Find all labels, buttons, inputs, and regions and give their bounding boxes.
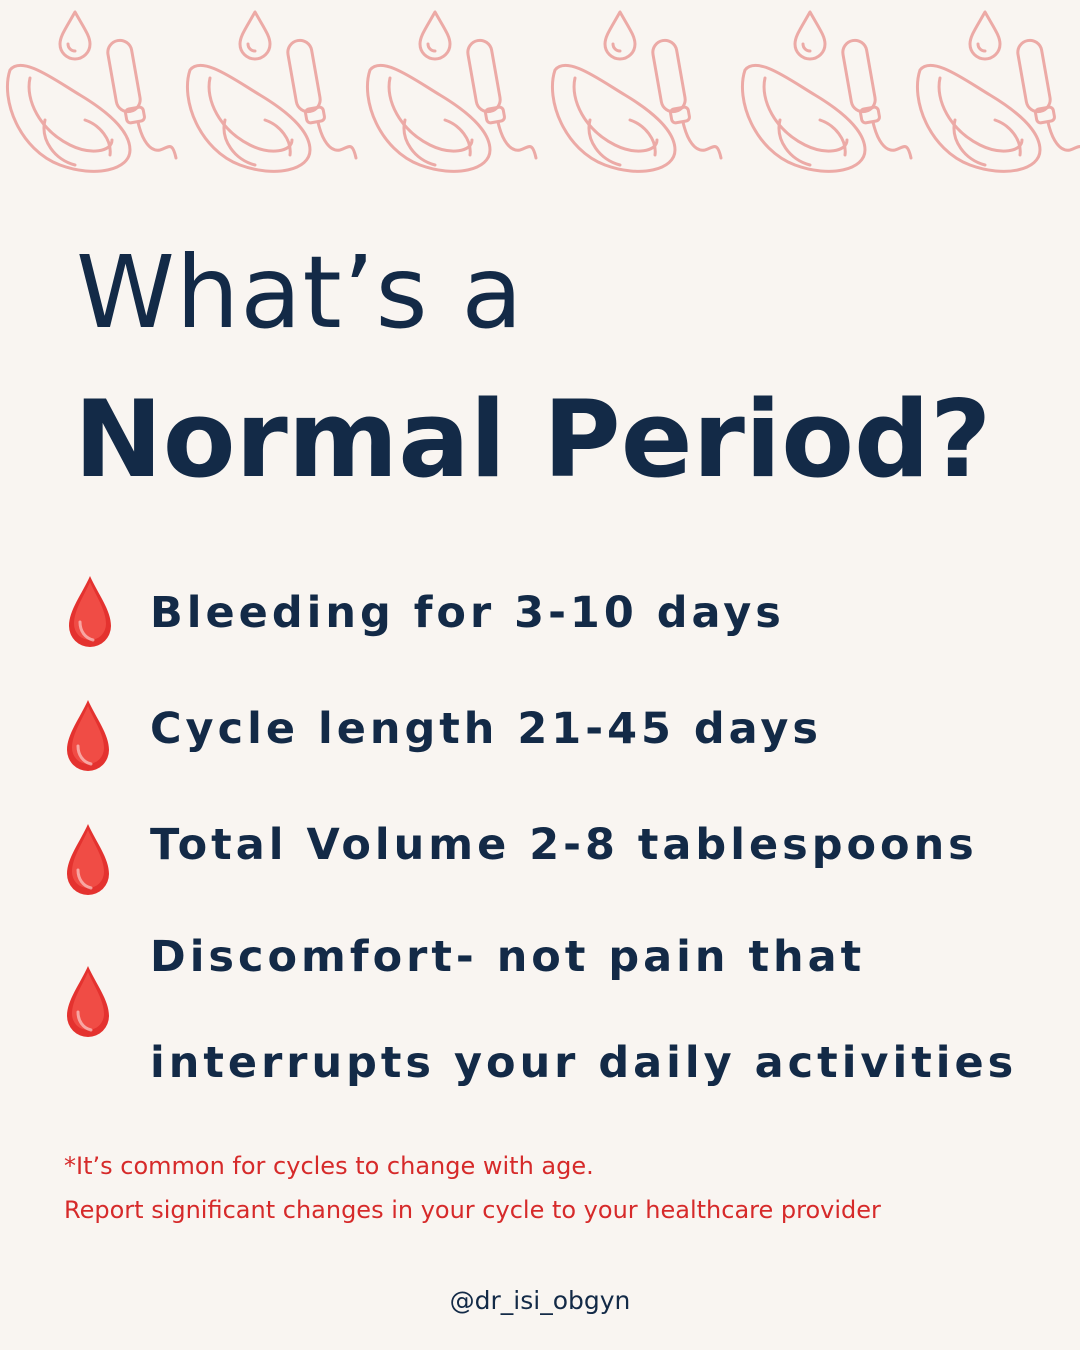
blood-drop-icon — [68, 574, 112, 648]
footnote-report-changes: Report significant changes in your cycle to your healthcare provider — [64, 1196, 881, 1224]
that-text: that — [729, 932, 866, 982]
interrupts-emphasis: interrupts — [150, 1038, 436, 1088]
blood-drop-icon — [66, 698, 110, 772]
pain-emphasis: pain — [608, 932, 730, 982]
author-handle: @dr_isi_obgyn — [449, 1286, 631, 1315]
daily-activities-text: your daily activities — [435, 1038, 1018, 1088]
period-products-pattern — [0, 0, 1080, 200]
pattern-motif — [552, 12, 721, 171]
pattern-motif — [7, 12, 176, 171]
pattern-motif — [187, 12, 356, 171]
blood-drop-icon — [66, 822, 110, 896]
title-line-1: What’s a — [76, 234, 524, 351]
total-volume-item: Total Volume 2-8 tablespoons — [150, 820, 978, 870]
discomfort-text: Discomfort- not — [150, 932, 609, 982]
title-line-2: Normal Period? — [74, 378, 992, 501]
pattern-motif — [917, 12, 1080, 171]
footnote-age-change: *It’s common for cycles to change with age. — [64, 1152, 594, 1180]
cycle-length-item: Cycle length 21-45 days — [150, 704, 822, 754]
blood-drop-icon — [66, 964, 110, 1038]
discomfort-item-line-1 — [150, 932, 865, 984]
pattern-motif — [742, 12, 911, 171]
pattern-motif — [367, 12, 536, 171]
bleeding-duration-item: Bleeding for 3-10 days — [150, 588, 785, 638]
discomfort-item-line-2 — [150, 1038, 1017, 1090]
